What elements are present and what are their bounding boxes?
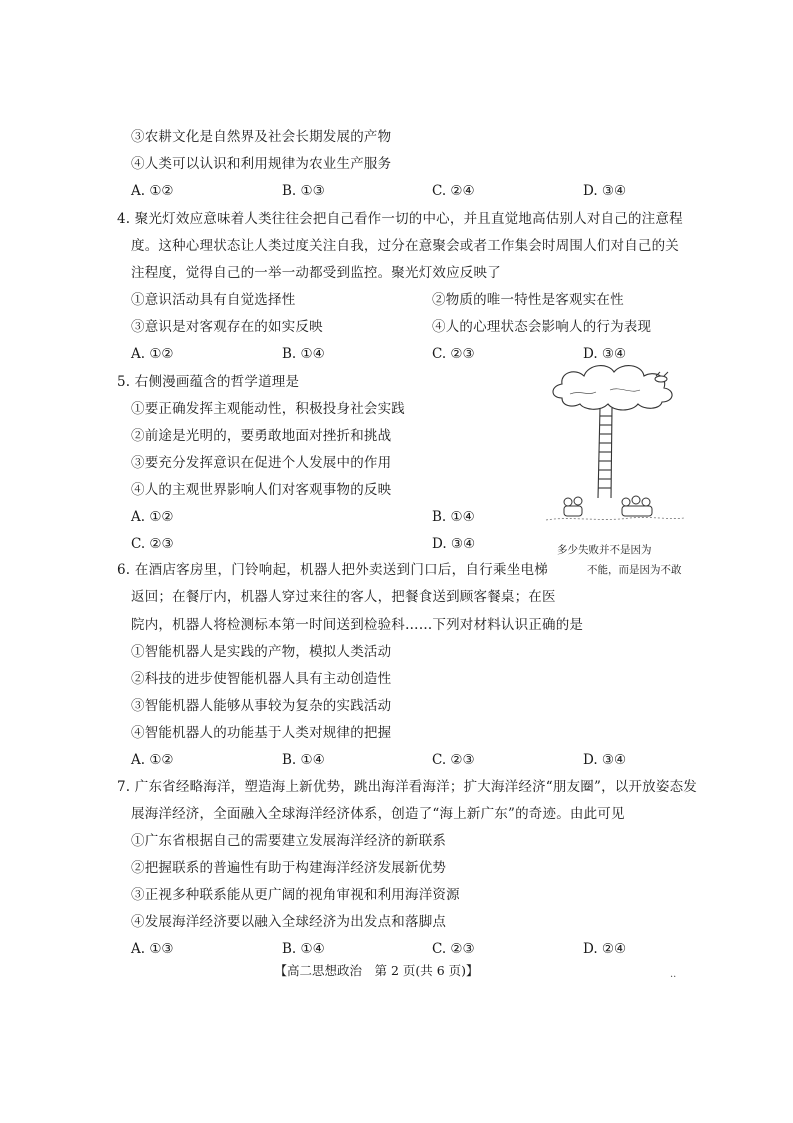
q4-statement-2: ②物质的唯一特性是客观实在性 (432, 292, 624, 308)
q4-stem-line-2: 度。这种心理状态让人类过度关注自我，过分在意聚会或者工作集会时周围人们对自己的关 (131, 238, 679, 254)
q6-statement-1: ①智能机器人是实践的产物，模拟人类活动 (131, 644, 392, 660)
q4-stem-line-3: 注程度，觉得自己的一举一动都受到监控。聚光灯效应反映了 (131, 265, 501, 281)
cartoon-illustration (540, 360, 688, 538)
q4-statement-3: ③意识是对客观存在的如实反映 (131, 319, 323, 335)
q4-option-d: D. ③④ (583, 346, 627, 362)
q6-statement-3: ③智能机器人能够从事较为复杂的实践活动 (131, 698, 392, 714)
q5-option-a: A. ①② (131, 509, 174, 525)
q7-statement-2: ②把握联系的普遍性有助于构建海洋经济发展新优势 (131, 860, 447, 876)
bird-icon (655, 372, 668, 382)
q7-stem-line-1: 7. 广东省经略海洋，塑造海上新优势，跳出海洋看海洋；扩大海洋经济“朋友圈”，以开放姿态发 (117, 779, 697, 795)
q5-statement-1: ①要正确发挥主观能动性，积极投身社会实践 (131, 401, 405, 417)
q6-option-c: C. ②③ (432, 752, 475, 768)
q4-statement-1: ①意识活动具有自觉选择性 (131, 292, 296, 308)
people-group-left (564, 497, 582, 516)
q4-option-a: A. ①② (131, 346, 174, 362)
footer-text: 【高二思想政治 第 2 页(共 6 页)】 (274, 963, 479, 978)
q7-option-c: C. ②③ (432, 941, 475, 957)
q7-statement-4: ④发展海洋经济要以融入全球经济为出发点和落脚点 (131, 914, 447, 930)
q7-option-b: B. ①④ (282, 941, 325, 957)
q5-statement-4: ④人的主观世界影响人们对客观事物的反映 (131, 482, 392, 498)
ground-line (546, 517, 684, 520)
cartoon-caption-line-2: 不能，而是因为不敢 (587, 564, 682, 576)
q7-option-d: D. ②④ (583, 941, 627, 957)
q6-stem-line-1: 6. 在酒店客房里，门铃响起，机器人把外卖送到门口后，自行乘坐电梯 (117, 562, 548, 578)
q6-stem-line-2: 返回；在餐厅内，机器人穿过来往的客人，把餐食送到顾客餐桌；在医 (131, 589, 556, 605)
q3-option-a: A. ①② (131, 183, 174, 199)
q5-stem: 5. 右侧漫画蕴含的哲学道理是 (117, 374, 300, 390)
q4-statement-4: ④人的心理状态会影响人的行为表现 (432, 319, 652, 335)
q7-option-a: A. ①③ (131, 941, 174, 957)
cloud-shape (553, 366, 672, 410)
q7-stem-line-2: 展海洋经济，全面融入全球海洋经济体系，创造了“海上新广东”的奇迹。由此可见 (131, 806, 625, 822)
q4-option-c: C. ②③ (432, 346, 475, 362)
q5-option-c: C. ②③ (131, 536, 174, 552)
q5-statement-2: ②前途是光明的，要勇敢地面对挫折和挑战 (131, 428, 392, 444)
q6-option-b: B. ①④ (282, 752, 325, 768)
q6-option-a: A. ①② (131, 752, 174, 768)
q7-statement-3: ③正视多种联系能从更广阔的视角审视和利用海洋资源 (131, 887, 460, 903)
q4-option-b: B. ①④ (282, 346, 325, 362)
q5-option-d: D. ③④ (432, 536, 476, 552)
q5-statement-3: ③要充分发挥意识在促进个人发展中的作用 (131, 455, 392, 471)
people-group-right (622, 496, 652, 516)
q3-statement-3: ③农耕文化是自然界及社会长期发展的产物 (131, 129, 392, 145)
q6-statement-4: ④智能机器人的功能基于人类对规律的把握 (131, 725, 392, 741)
q5-option-b: B. ①④ (432, 509, 475, 525)
footer-mark: ·· (670, 972, 677, 983)
ladder (598, 408, 612, 498)
q3-option-b: B. ①③ (282, 183, 325, 199)
q6-statement-2: ②科技的进步使智能机器人具有主动创造性 (131, 671, 392, 687)
q3-option-c: C. ②④ (432, 183, 475, 199)
q6-option-d: D. ③④ (583, 752, 627, 768)
cartoon-caption-line-1: 多少失败并不是因为 (557, 544, 652, 556)
q6-stem-line-3: 院内，机器人将检测标本第一时间送到检验科……下列对材料认识正确的是 (131, 617, 584, 633)
q3-option-d: D. ③④ (583, 183, 627, 199)
q7-statement-1: ①广东省根据自己的需要建立发展海洋经济的新联系 (131, 833, 447, 849)
q4-stem-line-1: 4. 聚光灯效应意味着人类往往会把自己看作一切的中心，并且直觉地高估别人对自己的注意程 (117, 211, 683, 227)
q3-statement-4: ④人类可以认识和利用规律为农业生产服务 (131, 156, 392, 172)
